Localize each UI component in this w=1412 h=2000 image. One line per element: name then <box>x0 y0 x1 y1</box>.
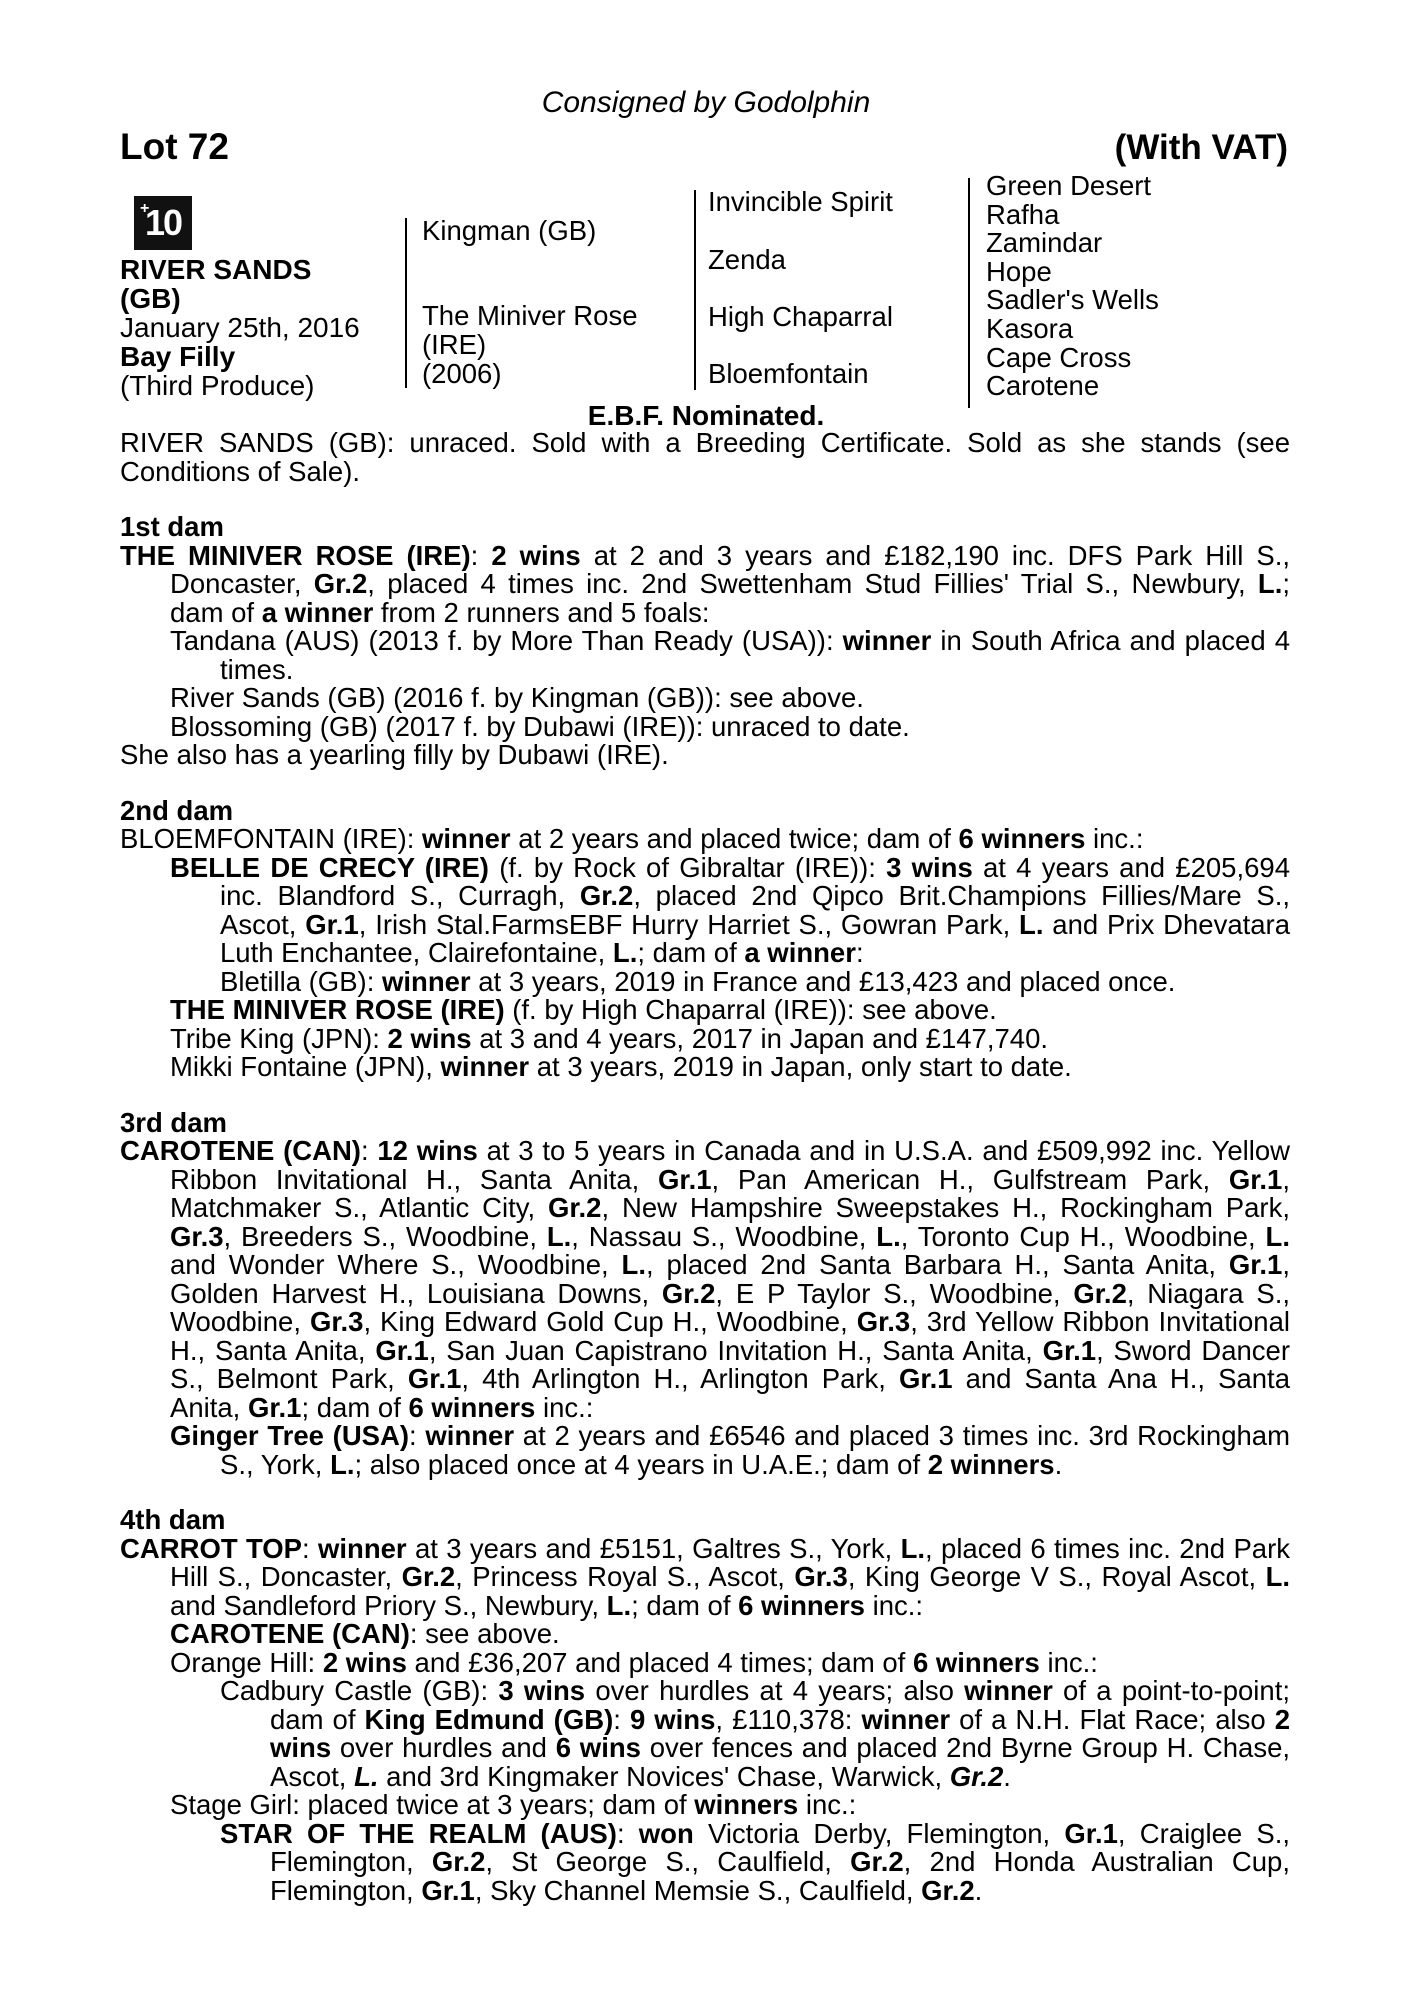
progeny-miniver-rose <box>120 996 1290 1025</box>
pedigree-line-3 <box>968 178 970 408</box>
t: : <box>855 937 864 968</box>
t: 6 winners <box>912 1646 1040 1678</box>
t: Bletilla (GB): <box>220 965 382 997</box>
pedigree-line-1 <box>405 218 407 388</box>
t: and Prix Dhevatara Luth Enchantee, Clairefontaine, <box>220 908 1290 968</box>
t: winner <box>422 823 511 854</box>
horse-name: RIVER SANDS <box>120 254 312 285</box>
gen3-item: Cape Cross <box>986 341 1132 373</box>
t: at 3 years, 2019 in France and £13,423 and placed once. <box>470 965 1176 997</box>
progeny-bletilla <box>120 965 1290 997</box>
t: , Golden Harvest H., Louisiana Downs, <box>170 1249 1290 1309</box>
section-2nd-dam: 2nd dam <box>120 794 234 826</box>
t: winner <box>318 1532 407 1564</box>
t: Gr.1 <box>1228 1163 1283 1195</box>
t: Gr.2 <box>661 1277 716 1309</box>
t: , placed 6 times inc. 2nd Park Hill S., Doncaster, <box>170 1532 1290 1592</box>
t: at 2 years and placed twice; dam of <box>510 823 959 854</box>
t: L. <box>546 1220 572 1252</box>
t: L. <box>876 1220 901 1252</box>
t: and Wonder Where S., Woodbine, <box>170 1249 622 1280</box>
t: ; dam of <box>637 937 745 968</box>
t: , placed 2nd Qipco Brit.Champions Fillies/Mare S., Ascot, <box>220 880 1290 940</box>
produce-number: (Third Produce) <box>120 370 315 401</box>
t: Gr.1 <box>375 1334 429 1366</box>
t: Gr.3 <box>309 1306 364 1337</box>
t: winner <box>425 1420 515 1451</box>
t: Orange Hill: <box>170 1646 323 1678</box>
t: inc.: <box>535 1391 594 1423</box>
consignor-line: Consigned by Godolphin <box>541 86 871 119</box>
progeny-blossoming: Blossoming (GB) (2017 f. by Dubawi (IRE)): unraced to date. <box>170 710 910 742</box>
t: Gr.3 <box>794 1561 848 1592</box>
t: 2 winners <box>927 1448 1055 1480</box>
progeny-tandana <box>120 627 1290 684</box>
section-4th-dam: 4th dam <box>120 1504 226 1535</box>
t: inc.: <box>1039 1646 1098 1678</box>
t: . <box>974 1874 983 1906</box>
t: and Sandleford Priory S., Newbury, <box>170 1589 607 1621</box>
progeny-mikki-fontaine <box>120 1053 1290 1082</box>
t: L. <box>1019 908 1044 940</box>
t: 12 wins <box>377 1135 478 1166</box>
t: , Sword Dancer S., Belmont Park, <box>170 1334 1290 1394</box>
t: : <box>360 1135 378 1166</box>
dam1-record <box>120 539 1291 628</box>
dam-name: The Miniver Rose <box>422 300 638 331</box>
pedigree-line-2 <box>694 190 696 390</box>
t: . <box>1054 1448 1063 1480</box>
t: at 4 years and £205,694 inc. Blandford S., Curragh, <box>220 851 1290 911</box>
dam2-record <box>120 825 1290 854</box>
t: CAROTENE (CAN) <box>170 1618 410 1649</box>
t: 3 wins <box>498 1675 586 1706</box>
t: , £110,378: <box>715 1703 862 1735</box>
t: over hurdles at 4 years; also <box>585 1675 965 1706</box>
t: winner <box>964 1675 1053 1706</box>
dam4-record <box>120 1532 1291 1621</box>
t: Gr.1 <box>421 1874 475 1906</box>
t: (f. by Rock of Gibraltar (IRE)): <box>488 851 887 883</box>
t: at 3 to 5 years in Canada and in U.S.A. and £509,992 inc. Yellow Ribbon Invitational H., Santa Anita, <box>170 1135 1290 1195</box>
t: : <box>302 1532 318 1564</box>
t: L. <box>1265 1220 1290 1252</box>
t: winner <box>440 1051 530 1082</box>
t: : <box>616 1817 639 1849</box>
t: L. <box>1257 568 1283 599</box>
t: Gr.2 <box>1073 1277 1127 1309</box>
t: a winner <box>261 596 374 628</box>
t: won <box>638 1817 694 1849</box>
progeny-cadbury-castle <box>120 1677 1290 1791</box>
t: , New Hampshire Sweepstakes H., Rockingham Park, <box>601 1192 1290 1223</box>
t: , San Juan Capistrano Invitation H., Santa Anita, <box>428 1334 1043 1366</box>
pedigree-dam <box>422 301 638 388</box>
gen3-item: Zamindar <box>986 227 1103 259</box>
badge-number: 10 <box>144 202 182 243</box>
t: Gr.1 <box>899 1363 953 1394</box>
t: , Pan American H., Gulfstream Park, <box>711 1163 1229 1195</box>
t: 6 winners <box>408 1391 536 1423</box>
t: , placed 4 times inc. 2nd Swettenham Stud Fillies' Trial S., Newbury, <box>367 568 1258 599</box>
t: 2 wins <box>270 1703 1290 1763</box>
dam3-record <box>120 1137 1290 1422</box>
pedigree-dam-sire: High Chaparral <box>708 301 893 332</box>
t: CARROT TOP <box>120 1532 303 1564</box>
t: Victoria Derby, Flemington, <box>693 1817 1065 1849</box>
t: Stage Girl: placed twice at 3 years; dam of <box>170 1789 695 1820</box>
t: winner <box>842 625 932 656</box>
t: Gr.2 <box>431 1846 486 1877</box>
t: Gr.1 <box>247 1391 302 1423</box>
foaling-date: January 25th, 2016 <box>120 312 360 343</box>
t: 2 wins <box>322 1646 407 1678</box>
progeny-carotene <box>120 1620 1290 1649</box>
t: BLOEMFONTAIN (IRE): <box>120 823 423 854</box>
t: , Craiglee S., Flemington, <box>270 1817 1290 1877</box>
t: ; also placed once at 4 years in U.A.E.; dam of <box>354 1448 928 1480</box>
section-1st-dam: 1st dam <box>120 511 224 542</box>
gen3-item: Kasora <box>986 312 1074 344</box>
pedigree-sire-dam: Zenda <box>708 244 786 275</box>
t: Gr.1 <box>1042 1334 1097 1366</box>
t: CAROTENE (CAN) <box>120 1135 361 1166</box>
t: , Sky Channel Memsie S., Caulfield, <box>474 1874 922 1906</box>
t: winners <box>694 1789 799 1820</box>
t: , Niagara S., Woodbine, <box>170 1277 1290 1337</box>
t: , Nassau S., Woodbine, <box>571 1220 877 1252</box>
t: at 3 and 4 years, 2017 in Japan and £147,740. <box>471 1022 1049 1054</box>
t: , King George V S., Royal Ascot, <box>847 1561 1266 1592</box>
gen3-item: Carotene <box>986 370 1100 402</box>
progeny-star-of-the-realm <box>120 1817 1290 1906</box>
t: Gr.1 <box>407 1363 462 1394</box>
t: from 2 runners and 5 foals: <box>373 596 710 628</box>
t: : <box>409 1420 426 1451</box>
t: Gr.1 <box>658 1163 712 1195</box>
t: King Edmund (GB) <box>364 1703 614 1735</box>
t: Gr.3 <box>170 1220 224 1252</box>
t: at 2 years and £6546 and placed 3 times inc. 3rd Rockingham S., York, <box>220 1420 1290 1480</box>
t: , St George S., Caulfield, <box>485 1846 851 1877</box>
progeny-tribe-king <box>120 1022 1290 1054</box>
t: Gr.2 <box>949 1760 1004 1792</box>
t: and £36,207 and placed 4 times; dam of <box>406 1646 913 1678</box>
t: Gr.2 <box>547 1192 602 1223</box>
t: , Matchmaker S., Atlantic City, <box>170 1163 1290 1223</box>
gen3-item: Green Desert <box>986 170 1152 201</box>
section-3rd-dam: 3rd dam <box>120 1106 227 1138</box>
t: Gr.2 <box>850 1846 904 1877</box>
t: Gr.1 <box>1228 1249 1283 1280</box>
t: Mikki Fontaine (JPN), <box>170 1051 441 1082</box>
t: Tribe King (JPN): <box>170 1022 388 1054</box>
t: L. <box>330 1448 355 1480</box>
progeny-river-sands: River Sands (GB) (2016 f. by Kingman (GB)): see above. <box>170 682 864 713</box>
t: : <box>613 1703 630 1735</box>
t: BELLE DE CRECY (IRE) <box>170 851 489 883</box>
t: at 2 and 3 years and £182,190 inc. DFS Park Hill S., Doncaster, <box>170 539 1291 599</box>
dam-year: (2006) <box>422 358 502 389</box>
t: inc.: <box>798 1789 857 1820</box>
t: ; dam of <box>170 568 1290 628</box>
t: 3 wins <box>886 851 973 883</box>
lot-number: Lot 72 <box>120 126 229 167</box>
t: , King Edward Gold Cup H., Woodbine, <box>363 1306 857 1337</box>
t: 6 wins <box>555 1732 641 1763</box>
t: : <box>470 539 492 571</box>
t: L. <box>1265 1561 1291 1592</box>
ebf-nominated: E.B.F. Nominated. <box>587 400 825 431</box>
t: 2 wins <box>387 1022 472 1054</box>
t: L. <box>354 1760 379 1792</box>
intro-paragraph: RIVER SANDS (GB): unraced. Sold with a Breeding Certificate. Sold as she stands (see Conditions of Sale). <box>120 427 1290 487</box>
progeny-stage-girl <box>120 1791 1290 1820</box>
t: ; dam of <box>631 1589 739 1621</box>
t: of a N.H. Flat Race; also <box>950 1703 1275 1735</box>
t: Ginger Tree (USA) <box>170 1420 410 1451</box>
t: , Irish Stal.FarmsEBF Hurry Harriet S., Gowran Park, <box>358 908 1020 940</box>
t: Gr.1 <box>305 908 359 940</box>
t: winner <box>381 965 471 997</box>
t: ; dam of <box>301 1391 409 1423</box>
badge-plus: + <box>140 200 148 217</box>
progeny-belle-de-crecy <box>120 851 1290 968</box>
t: . <box>1003 1760 1011 1792</box>
t: L. <box>621 1249 646 1280</box>
t: inc.: <box>864 1589 924 1621</box>
dam-country: (IRE) <box>422 329 487 360</box>
t: at 3 years, 2019 in Japan, only start to date. <box>529 1051 1072 1082</box>
t: (f. by High Chaparral (IRE)): see above. <box>504 994 997 1025</box>
t: of a point-to-point; dam of <box>270 1675 1290 1735</box>
horse-sex: Bay Filly <box>120 341 236 372</box>
catalogue-body <box>120 429 1290 1905</box>
t: 2 wins <box>491 539 581 571</box>
gen3-item: Sadler's Wells <box>986 284 1159 316</box>
t: THE MINIVER ROSE (IRE) <box>170 994 505 1025</box>
t: Gr.2 <box>401 1561 456 1592</box>
t: L. <box>900 1532 926 1564</box>
t: at 3 years and £5151, Galtres S., York, <box>406 1532 901 1564</box>
t: Gr.2 <box>579 880 634 911</box>
t: and 3rd Kingmaker Novices' Chase, Warwick, <box>378 1760 950 1792</box>
t: winner <box>861 1703 951 1735</box>
progeny-orange-hill <box>120 1646 1290 1678</box>
t: STAR OF THE REALM (AUS) <box>220 1817 617 1849</box>
t: L. <box>612 937 638 968</box>
pedigree-gen3 <box>986 172 1159 401</box>
t: Tandana (AUS) (2013 f. by More Than Ready (USA)): <box>170 625 843 656</box>
t: , 2nd Honda Australian Cup, Flemington, <box>270 1846 1290 1906</box>
t: Gr.2 <box>313 568 368 599</box>
t: , Princess Royal S., Ascot, <box>455 1561 795 1592</box>
t: 9 wins <box>629 1703 716 1735</box>
t: : see above. <box>409 1618 560 1649</box>
yearling-note: She also has a yearling filly by Dubawi (IRE). <box>120 739 669 770</box>
horse-country: (GB) <box>120 283 181 314</box>
gen3-item: Rafha <box>986 198 1060 230</box>
t: 6 winners <box>738 1589 865 1621</box>
t: 6 winners <box>958 823 1086 854</box>
t: over fences and placed 2nd Byrne Group H. Chase, Ascot, <box>270 1732 1290 1792</box>
t: , placed 2nd Santa Barbara H., Santa Anita, <box>645 1249 1229 1280</box>
gen3-item: Hope <box>986 255 1052 287</box>
t: THE MINIVER ROSE (IRE) <box>120 539 471 571</box>
t: Gr.1 <box>1064 1817 1118 1849</box>
pedigree-dam-dam: Bloemfontain <box>708 358 869 389</box>
horse-details <box>120 255 400 400</box>
pedigree-sire-sire: Invincible Spirit <box>708 186 893 217</box>
pedigree-sire: Kingman (GB) <box>422 215 597 246</box>
t: , 4th Arlington H., Arlington Park, <box>461 1363 899 1394</box>
t: , Toronto Cup H., Woodbine, <box>900 1220 1266 1252</box>
t: a winner <box>744 937 856 968</box>
t: , 3rd Yellow Ribbon Invitational H., Santa Anita, <box>170 1306 1290 1366</box>
t: Gr.2 <box>921 1874 975 1906</box>
t: inc.: <box>1085 823 1144 854</box>
vat-status: (With VAT) <box>1114 128 1288 167</box>
t: over hurdles and <box>331 1732 556 1763</box>
catalogue-badge-icon <box>134 196 192 250</box>
t: in South Africa and placed 4 times. <box>220 625 1290 685</box>
t: and Santa Ana H., Santa Anita, <box>170 1363 1290 1423</box>
t: Cadbury Castle (GB): <box>220 1675 499 1706</box>
t: , E P Taylor S., Woodbine, <box>715 1277 1074 1309</box>
t: , Breeders S., Woodbine, <box>223 1220 547 1252</box>
progeny-ginger-tree <box>120 1422 1290 1479</box>
t: L. <box>606 1589 632 1621</box>
t: Gr.3 <box>856 1306 911 1337</box>
